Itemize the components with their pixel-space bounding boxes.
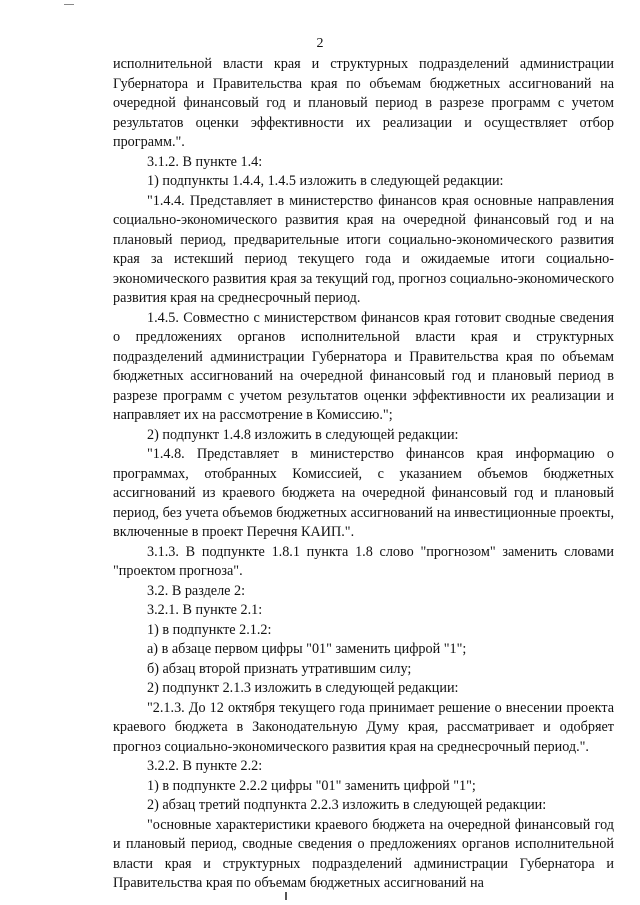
paragraph: 3.2. В разделе 2: bbox=[147, 582, 246, 599]
paragraph: 1) в подпункте 2.2.2 цифры "01" заменить цифрой "1"; bbox=[147, 777, 476, 794]
paragraph: а) в абзаце первом цифры "01" заменить цифрой "1"; bbox=[147, 641, 467, 657]
paragraph: 2) подпункт 1.4.8 изложить в следующей редакции: bbox=[147, 426, 459, 443]
paragraph: 1) подпункты 1.4.4, 1.4.5 изложить в следующей редакции: bbox=[147, 173, 504, 189]
paragraph: 3.2.1. В пункте 2.1: bbox=[147, 602, 263, 618]
paragraph: б) абзац второй признать утратившим силу; bbox=[147, 660, 412, 677]
page-number: 2 bbox=[316, 36, 324, 51]
scan-mark bbox=[64, 4, 74, 5]
paragraph: "1.4.4. Представляет в министерство финансов края основные направления социально-экономического развития края на очередной финансовый год и на плановый период, предварительные итоги социально-экономического развития края за истекший период текущего года и ожидаемые итоги социально-экономического развития края за текущий год, прогноз социально-экономического развития края на среднесрочный период. bbox=[113, 192, 614, 306]
paragraph: 3.1.2. В пункте 1.4: bbox=[147, 153, 263, 170]
paragraph: 3.1.3. В подпункте 1.8.1 пункта 1.8 слово "прогнозом" заменить словами "проектом прогноза". bbox=[113, 543, 614, 579]
scan-mark bbox=[285, 892, 287, 900]
paragraph: 1.4.5. Совместно с министерством финансов края готовит сводные сведения о предложениях органов исполнительной власти края и структурных подразделений администрации Губернатора и Правительства края по объемам бюджетных ассигнований на очередной финансовый год и плановый период в разрезе программ с учетом результатов оценки эффективности их реализации и направляет их на рассмотрение в Комиссию."; bbox=[113, 309, 614, 423]
paragraph: 3.2.2. В пункте 2.2: bbox=[147, 758, 263, 774]
paragraph: "1.4.8. Представляет в министерство финансов края информацию о программах, отобранных Комиссией, с указанием объемов бюджетных ассигнований из краевого бюджета на очередной финансовый год и плановый период, без учета объемов бюджетных ассигнований на инвестиционные проекты, включенные в проект Перечня КАИП.". bbox=[113, 446, 614, 540]
paragraph: 2) абзац третий подпункта 2.2.3 изложить в следующей редакции: bbox=[147, 797, 547, 813]
paragraph: исполнительной власти края и структурных подразделений администрации Губернатора и Правительства края по объемам бюджетных ассигнований на очередной финансовый год и плановый период в разрезе программ с учетом результатов оценки эффективности их реализации и осуществляет отбор программ.". bbox=[113, 56, 614, 150]
paragraph: 1) в подпункте 2.1.2: bbox=[147, 621, 272, 638]
paragraph: 2) подпункт 2.1.3 изложить в следующей редакции: bbox=[147, 680, 459, 696]
document-body bbox=[113, 55, 614, 894]
paragraph: "2.1.3. До 12 октября текущего года принимает решение о внесении проекта краевого бюджета в Законодательную Думу края, рассматривает и одобряет прогноз социально-экономического развития края на среднесрочный период.". bbox=[113, 699, 614, 755]
paragraph: "основные характеристики краевого бюджета на очередной финансовый год и плановый период, сводные сведения о предложениях органов исполнительной власти края и структурных подразделений администрации Губернатора и Правительства края по объемам бюджетных ассигнований на bbox=[113, 816, 614, 891]
